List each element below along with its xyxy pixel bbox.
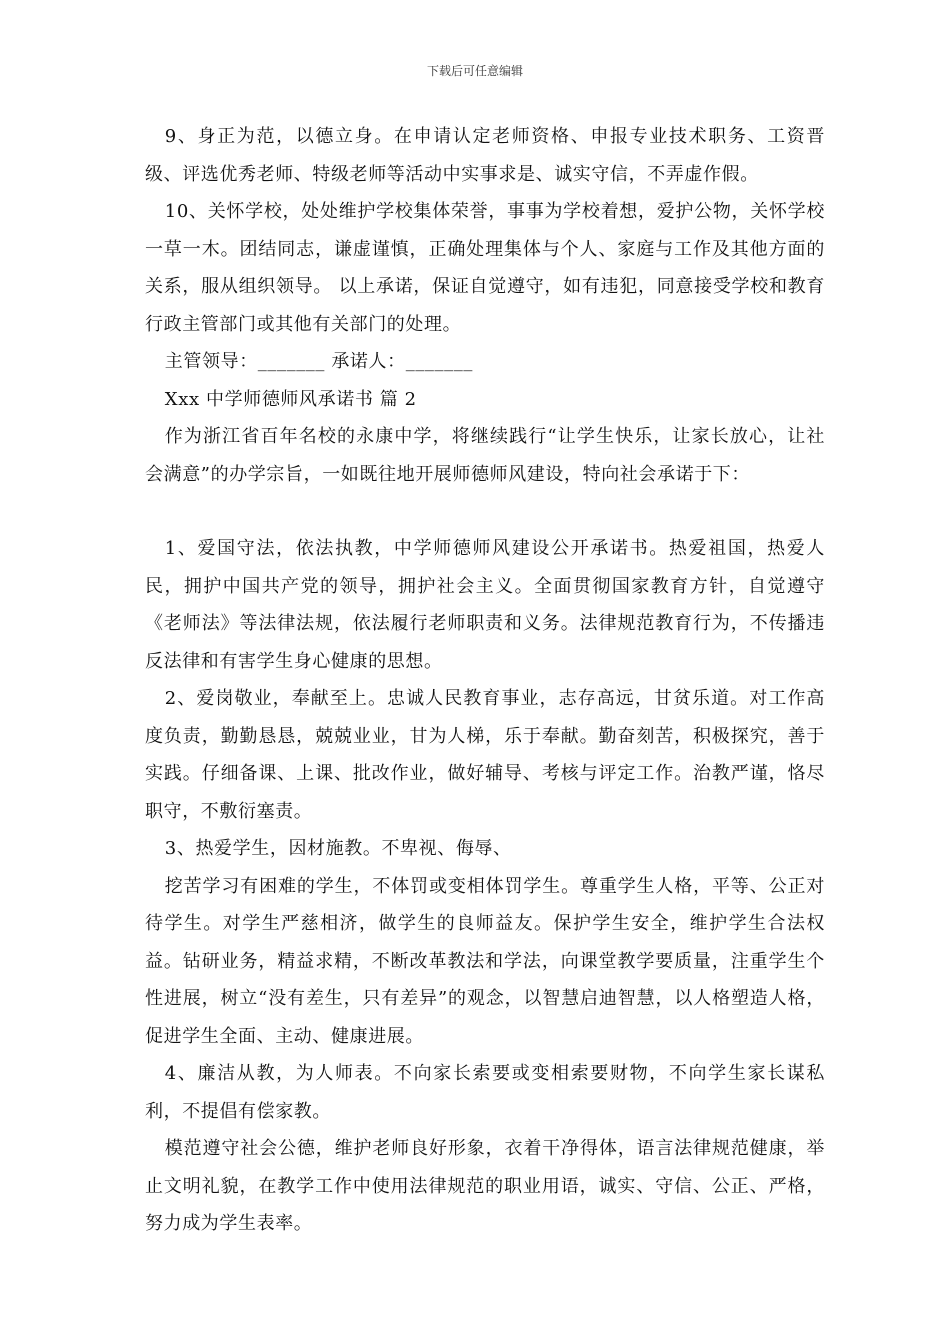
intro-paragraph: 作为浙江省百年名校的永康中学，将继续践行“让学生快乐，让家长放心，让社会满意”的办学宗旨，一如既往地开展师德师风建设，特向社会承诺于下：	[145, 426, 825, 485]
paragraph-item-1: 1、爱国守法，依法执教，中学师德师风建设公开承诺书。热爱祖国，热爱人民，拥护中国共产党的领导，拥护社会主义。全面贯彻国家教育方针，自觉遵守《老师法》等法律法规，依法履行老师职责和义务。法律规范教育行为，不传播违反法律和有害学生身心健康的思想。	[145, 538, 825, 672]
paragraph-item-2: 2、爱岗敬业，奉献至上。忠诚人民教育事业，志存高远，甘贫乐道。对工作高度负责，勤勤恳恳，兢兢业业，甘为人梯，乐于奉献。勤奋刻苦，积极探究，善于实践。仔细备课、上课、批改作业，做好辅导、考核与评定工作。治教严谨，恪尽职守，不敷衍塞责。	[145, 688, 825, 822]
paragraph-item-4: 4、廉洁从教，为人师表。不向家长索要或变相索要财物，不向学生家长谋私利，不提倡有偿家教。	[145, 1063, 825, 1122]
section-title: Xxx 中学师德师风承诺书 篇 2	[164, 388, 417, 410]
blank-line	[145, 493, 825, 530]
document-body	[145, 118, 825, 1243]
paragraph-conduct: 模范遵守社会公德，维护老师良好形象，衣着干净得体，语言法律规范健康，举止文明礼貌，在教学工作中使用法律规范的职业用语，诚实、守信、公正、严格，努力成为学生表率。	[145, 1138, 825, 1234]
page-header: 下载后可任意编辑	[426, 64, 523, 78]
paragraph-item-10: 10、关怀学校，处处维护学校集体荣誉，事事为学校着想，爱护公物，关怀学校一草一木。团结同志，谦虚谨慎，正确处理集体与个人、家庭与工作及其他方面的关系，服从组织领导。 以上承诺，保证自觉遵守，如有违犯，同意接受学校和教育行政主管部门或其他有关部门的处理。	[145, 201, 825, 335]
paragraph-item-9: 9、身正为范，以德立身。在申请认定老师资格、申报专业技术职务、工资晋级、评选优秀老师、特级老师等活动中实事求是、诚实守信，不弄虚作假。	[145, 126, 825, 185]
paragraph-item-3-continued: 挖苦学习有困难的学生，不体罚或变相体罚学生。尊重学生人格，平等、公正对待学生。对学生严慈相济，做学生的良师益友。保护学生安全，维护学生合法权益。钻研业务，精益求精，不断改革教法和学法，向课堂教学要质量，注重学生个性进展，树立“没有差生，只有差异”的观念，以智慧启迪智慧，以人格塑造人格，促进学生全面、主动、健康进展。	[145, 875, 825, 1047]
signature-line: 主管领导：_______ 承诺人：_______	[164, 351, 473, 372]
paragraph-item-3: 3、热爱学生，因材施教。不卑视、侮辱、	[164, 838, 512, 859]
